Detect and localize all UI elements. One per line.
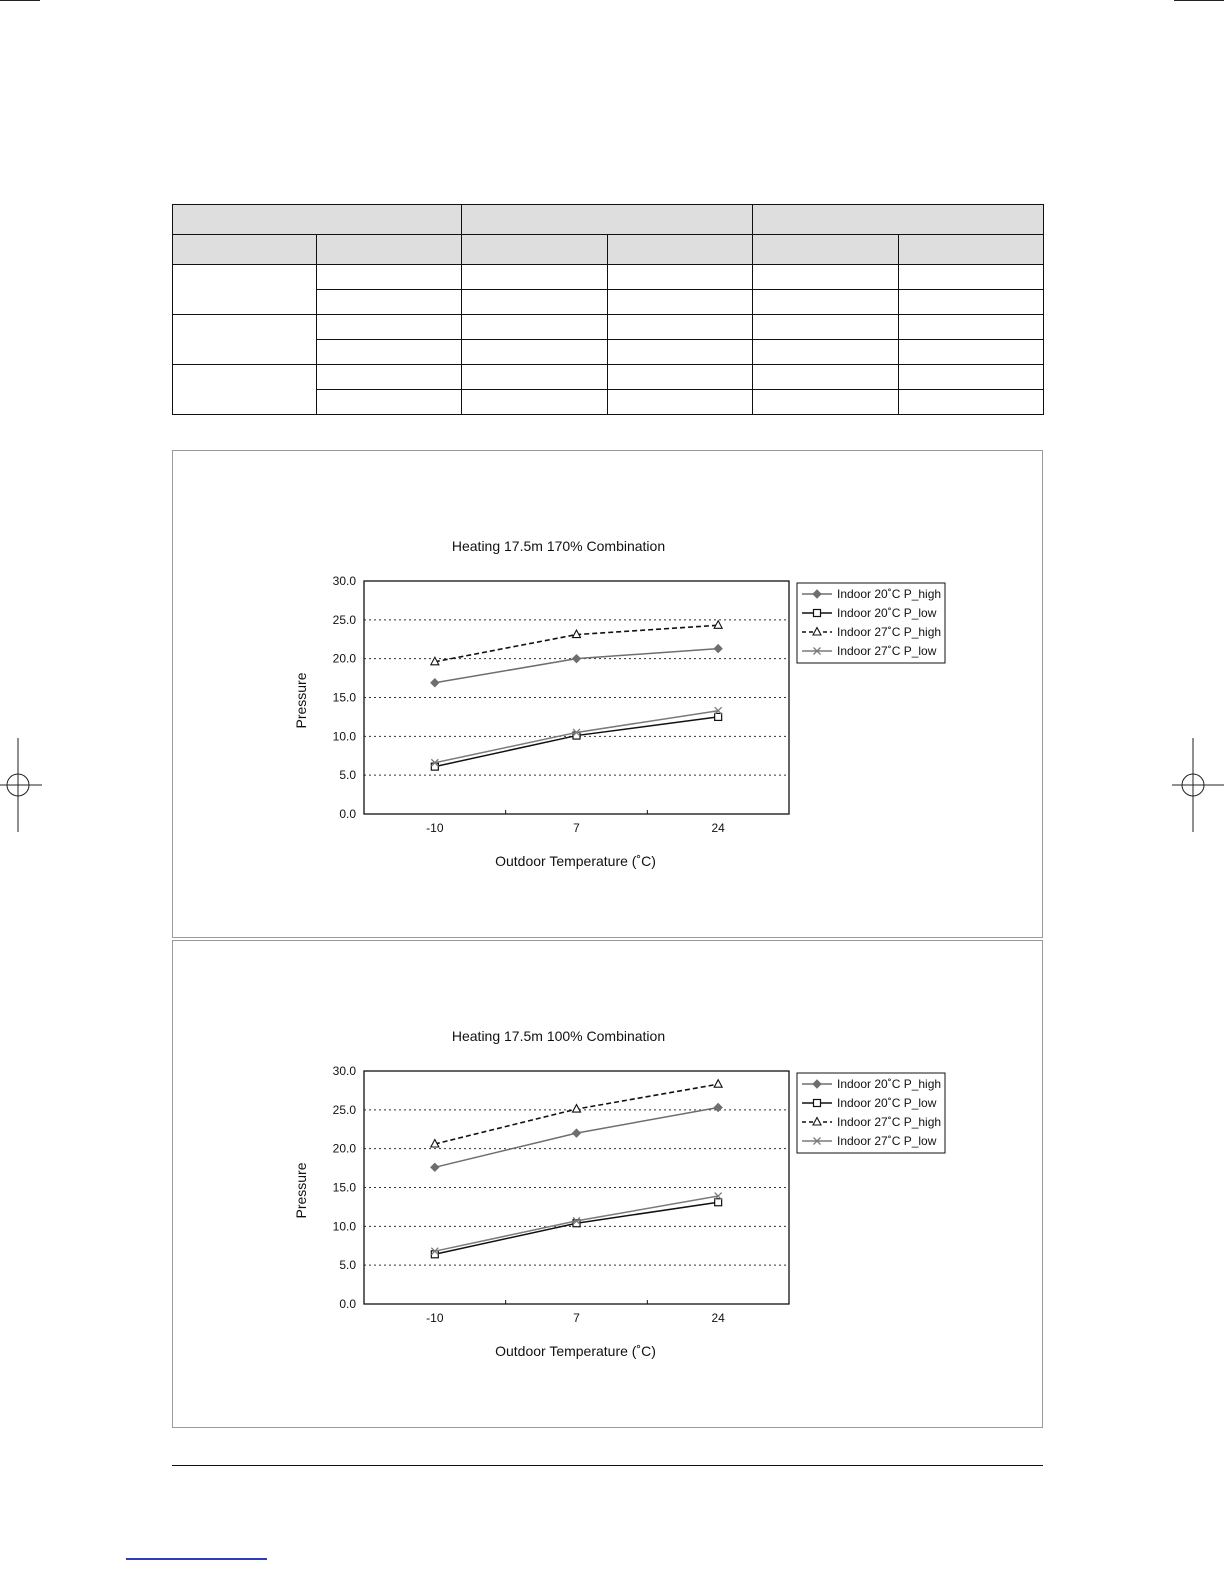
- table-cell: [608, 290, 753, 315]
- table-cell: [899, 265, 1044, 290]
- table-header-cell: [608, 235, 753, 265]
- table-header-cell: [753, 205, 1044, 235]
- y-tick-label: 30.0: [332, 1064, 356, 1078]
- table-cell: [608, 315, 753, 340]
- y-tick-label: 15.0: [332, 1180, 356, 1195]
- legend-label: Indoor 27˚C P_high: [837, 625, 942, 639]
- y-tick-label: 25.0: [332, 1102, 356, 1117]
- table-header-cell: [173, 205, 462, 235]
- table-cell: [899, 340, 1044, 365]
- chart-heating-170: [173, 451, 1042, 937]
- table-cell: [317, 265, 462, 290]
- y-tick-label: 0.0: [339, 1297, 356, 1311]
- chart-panel-170: [172, 450, 1043, 938]
- chart-title: Heating 17.5m 170% Combination: [451, 538, 666, 554]
- table-cell: [753, 340, 899, 365]
- table-cell: [462, 290, 608, 315]
- table-cell: [462, 265, 608, 290]
- table-cell: [462, 390, 608, 415]
- y-axis-label: Pressure: [293, 672, 309, 729]
- x-axis-label: Outdoor Temperature (˚C): [495, 853, 656, 869]
- table-header-cell: [899, 235, 1044, 265]
- table-cell: [899, 390, 1044, 415]
- table-cell: [317, 390, 462, 415]
- table-header-cell: [753, 235, 899, 265]
- legend-label: Indoor 20˚C P_low: [837, 1096, 937, 1110]
- table-cell: [462, 340, 608, 365]
- chart-heating-100: [173, 941, 1042, 1427]
- legend-label: Indoor 20˚C P_high: [837, 587, 942, 601]
- y-tick-label: 15.0: [332, 690, 356, 705]
- legend-marker: [814, 1100, 821, 1107]
- table-cell: [753, 365, 899, 390]
- table-cell: [462, 315, 608, 340]
- series: [431, 713, 721, 770]
- y-tick-label: 20.0: [332, 1141, 356, 1156]
- table-cell: [899, 290, 1044, 315]
- data-point: [715, 1199, 722, 1206]
- y-tick-label: 5.0: [339, 768, 356, 783]
- table-row: [173, 365, 1044, 390]
- table-header-row-1: [173, 205, 1044, 235]
- table-cell: [317, 315, 462, 340]
- legend-label: Indoor 20˚C P_low: [837, 606, 937, 620]
- crop-mark-top-left: [0, 0, 40, 1]
- data-point: [714, 621, 722, 629]
- x-tick-label: -10: [426, 1311, 444, 1325]
- data-point: [573, 655, 581, 663]
- data-point: [431, 763, 438, 770]
- x-tick-label: 7: [573, 821, 580, 835]
- table-header-cell: [173, 235, 317, 265]
- pressure-table: [172, 204, 1044, 415]
- table-cell: [317, 290, 462, 315]
- chart-title: Heating 17.5m 100% Combination: [451, 1028, 666, 1044]
- table-cell: [608, 340, 753, 365]
- legend-label: Indoor 27˚C P_high: [837, 1115, 942, 1129]
- y-tick-label: 10.0: [332, 729, 356, 744]
- table-header-row-2: [173, 235, 1044, 265]
- table-cell: [608, 365, 753, 390]
- table-cell: [173, 265, 317, 315]
- table-cell: [173, 315, 317, 365]
- table-header-cell: [317, 235, 462, 265]
- table-header-cell: [462, 235, 608, 265]
- registration-mark-left: [0, 738, 42, 832]
- y-tick-label: 0.0: [339, 807, 356, 821]
- y-tick-label: 20.0: [332, 651, 356, 666]
- footer-accent-rule: [126, 1558, 267, 1560]
- y-tick-label: 25.0: [332, 612, 356, 627]
- table-cell: [753, 390, 899, 415]
- table-cell: [899, 365, 1044, 390]
- legend-label: Indoor 27˚C P_low: [837, 644, 937, 658]
- x-axis-label: Outdoor Temperature (˚C): [495, 1343, 656, 1359]
- x-tick-label: 7: [573, 1311, 580, 1325]
- legend-label: Indoor 27˚C P_low: [837, 1134, 937, 1148]
- table-cell: [173, 365, 317, 415]
- table-cell: [608, 390, 753, 415]
- series-line: [435, 1202, 718, 1254]
- table-cell: [608, 265, 753, 290]
- series: [431, 1199, 721, 1258]
- footer-rule: [172, 1465, 1043, 1466]
- data-point: [714, 645, 722, 653]
- legend-marker: [814, 610, 821, 617]
- table-cell: [753, 290, 899, 315]
- x-tick-label: 24: [711, 1311, 725, 1325]
- y-axis-label: Pressure: [293, 1162, 309, 1219]
- table-cell: [462, 365, 608, 390]
- data-point: [431, 679, 439, 687]
- series-line: [435, 717, 718, 767]
- data-point: [714, 1080, 722, 1088]
- table-row: [173, 265, 1044, 290]
- series: [431, 645, 722, 687]
- x-tick-label: 24: [711, 821, 725, 835]
- x-tick-label: -10: [426, 821, 444, 835]
- crop-mark-top-right: [1174, 0, 1224, 1]
- table-cell: [753, 315, 899, 340]
- y-tick-label: 5.0: [339, 1258, 356, 1273]
- chart-panel-100: [172, 940, 1043, 1428]
- table-cell: [899, 315, 1044, 340]
- data-point: [573, 1129, 581, 1137]
- table-cell: [753, 265, 899, 290]
- table-header-cell: [462, 205, 753, 235]
- data-point: [715, 713, 722, 720]
- registration-mark-right: [1172, 738, 1224, 832]
- legend-label: Indoor 20˚C P_high: [837, 1077, 942, 1091]
- data-point: [431, 1163, 439, 1171]
- table-row: [173, 315, 1044, 340]
- table-cell: [317, 340, 462, 365]
- table-cell: [317, 365, 462, 390]
- y-tick-label: 30.0: [332, 574, 356, 588]
- series: [431, 1104, 722, 1172]
- y-tick-label: 10.0: [332, 1219, 356, 1234]
